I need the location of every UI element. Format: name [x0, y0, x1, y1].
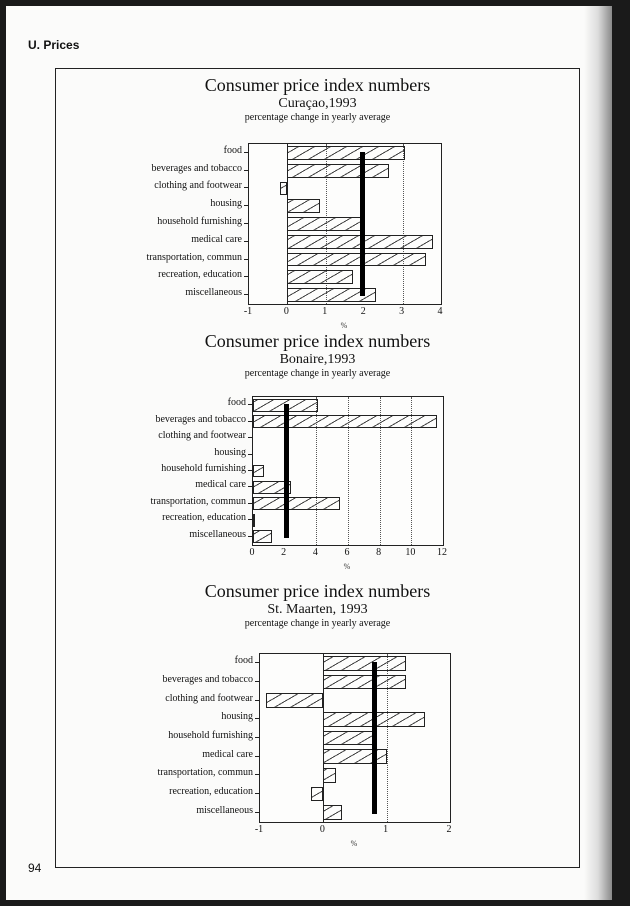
overall-average-line	[372, 662, 377, 813]
chart-title: Consumer price index numbers	[204, 75, 431, 95]
category-tick	[255, 737, 259, 738]
category-label: transportation, commun	[146, 251, 242, 263]
gridline	[403, 144, 404, 304]
category-tick	[255, 718, 259, 719]
category-tick	[244, 205, 248, 206]
category-label: beverages and tobacco	[151, 162, 242, 174]
plot-area	[252, 396, 444, 546]
chart-st-maarten	[56, 581, 579, 869]
category-label: housing	[210, 198, 242, 210]
bar-beverages-and-tobacco	[287, 164, 389, 178]
category-label: household furnishing	[157, 216, 242, 227]
chart-subtitle: St. Maarten, 1993	[267, 601, 368, 617]
category-tick	[255, 681, 259, 682]
category-label: transportation, commun	[150, 495, 246, 507]
category-tick	[244, 294, 248, 295]
category-label: food	[234, 655, 253, 667]
x-tick-label: 8	[376, 547, 382, 558]
x-tick-label: -1	[254, 824, 264, 835]
category-tick	[248, 454, 252, 455]
bar-clothing-and-footwear	[266, 693, 323, 708]
chart-subtitle: Curaçao,1993	[278, 95, 357, 111]
category-label: miscellaneous	[196, 804, 253, 816]
bar-recreation-education	[311, 787, 324, 802]
chart-title-block	[56, 581, 579, 629]
chart-title-block	[56, 331, 579, 379]
category-tick	[248, 404, 252, 405]
category-label: miscellaneous	[185, 287, 242, 299]
chart-caption: percentage change in yearly average	[244, 111, 391, 123]
category-label: recreation, education	[158, 269, 242, 281]
overall-average-line	[360, 152, 365, 296]
category-label: food	[227, 397, 246, 409]
x-tick-label: 0	[283, 306, 289, 317]
category-label: medical care	[202, 748, 253, 760]
bar-miscellaneous	[253, 530, 272, 543]
category-tick	[248, 437, 252, 438]
category-tick	[248, 486, 252, 487]
x-axis-label: %	[340, 321, 348, 330]
x-tick-label: 12	[437, 547, 447, 558]
x-tick-label: 2	[281, 547, 287, 558]
bar-recreation-education	[287, 270, 352, 284]
x-axis-label: %	[343, 562, 351, 571]
x-tick-label: 1	[383, 824, 389, 835]
category-label: clothing and footwear	[165, 692, 253, 704]
category-tick	[244, 276, 248, 277]
chart-subtitle: Bonaire,1993	[279, 351, 356, 367]
category-tick	[248, 421, 252, 422]
bar-beverages-and-tobacco	[323, 675, 405, 690]
category-tick	[255, 812, 259, 813]
bar-recreation-education	[253, 514, 255, 527]
category-tick	[255, 774, 259, 775]
bar-food	[287, 146, 404, 160]
category-tick	[244, 259, 248, 260]
bar-household-furnishing	[253, 465, 264, 478]
category-label: medical care	[195, 479, 246, 491]
x-axis-label: %	[350, 839, 358, 848]
category-tick	[255, 662, 259, 663]
x-tick-label: 2	[360, 306, 366, 317]
category-label: beverages and tobacco	[162, 674, 253, 685]
category-tick	[244, 170, 248, 171]
category-tick	[248, 503, 252, 504]
x-tick-label: 10	[405, 547, 416, 558]
x-tick-label: 4	[437, 306, 443, 317]
bar-transportation-commun	[323, 768, 336, 783]
category-label: housing	[214, 446, 246, 458]
x-tick-label: 3	[399, 306, 405, 317]
bar-food	[323, 656, 405, 671]
x-tick-label: 1	[322, 306, 328, 317]
category-tick	[248, 519, 252, 520]
bar-housing	[287, 199, 320, 213]
section-header: U. Prices	[28, 38, 80, 52]
bar-miscellaneous	[323, 805, 342, 820]
chart-curacao	[56, 75, 579, 335]
x-tick-label: 0	[319, 824, 325, 835]
category-tick	[244, 223, 248, 224]
category-tick	[255, 793, 259, 794]
overall-average-line	[284, 404, 289, 537]
chart-title: Consumer price index numbers	[204, 331, 431, 351]
bar-beverages-and-tobacco	[253, 415, 437, 428]
x-tick-label: 6	[344, 547, 350, 558]
category-label: clothing and footwear	[158, 430, 246, 442]
category-label: transportation, commun	[157, 767, 253, 779]
category-label: food	[223, 144, 242, 156]
category-label: medical care	[191, 233, 242, 245]
chart-title: Consumer price index numbers	[204, 581, 431, 601]
chart-caption: percentage change in yearly average	[244, 367, 391, 379]
category-label: beverages and tobacco	[155, 413, 246, 425]
plot-area	[248, 143, 442, 305]
category-label: housing	[221, 711, 253, 723]
chart-caption: percentage change in yearly average	[244, 617, 391, 629]
bar-household-furnishing	[323, 731, 374, 746]
category-label: household furnishing	[161, 463, 246, 474]
category-label: household furnishing	[168, 730, 253, 741]
bar-household-furnishing	[287, 217, 362, 231]
category-tick	[255, 700, 259, 701]
plot-area	[259, 653, 451, 823]
x-tick-label: 0	[249, 547, 255, 558]
x-tick-label: 4	[312, 547, 318, 558]
chart-bonaire	[56, 331, 579, 581]
category-label: miscellaneous	[189, 528, 246, 540]
category-tick	[244, 241, 248, 242]
category-label: clothing and footwear	[154, 180, 242, 192]
bar-medical-care	[323, 749, 386, 764]
category-tick	[255, 756, 259, 757]
x-tick-label: 2	[446, 824, 452, 835]
category-tick	[248, 470, 252, 471]
category-label: recreation, education	[162, 512, 246, 524]
page-edge-shadow	[584, 6, 612, 900]
chart-title-block	[56, 75, 579, 123]
page-number: 94	[28, 861, 42, 875]
bar-transportation-commun	[253, 497, 340, 510]
x-tick-label: -1	[243, 306, 253, 317]
charts-frame	[55, 68, 580, 868]
bar-transportation-commun	[287, 253, 425, 267]
category-tick	[244, 187, 248, 188]
category-tick	[244, 152, 248, 153]
bar-clothing-and-footwear	[280, 182, 288, 196]
category-label: recreation, education	[169, 786, 253, 797]
category-tick	[248, 536, 252, 537]
